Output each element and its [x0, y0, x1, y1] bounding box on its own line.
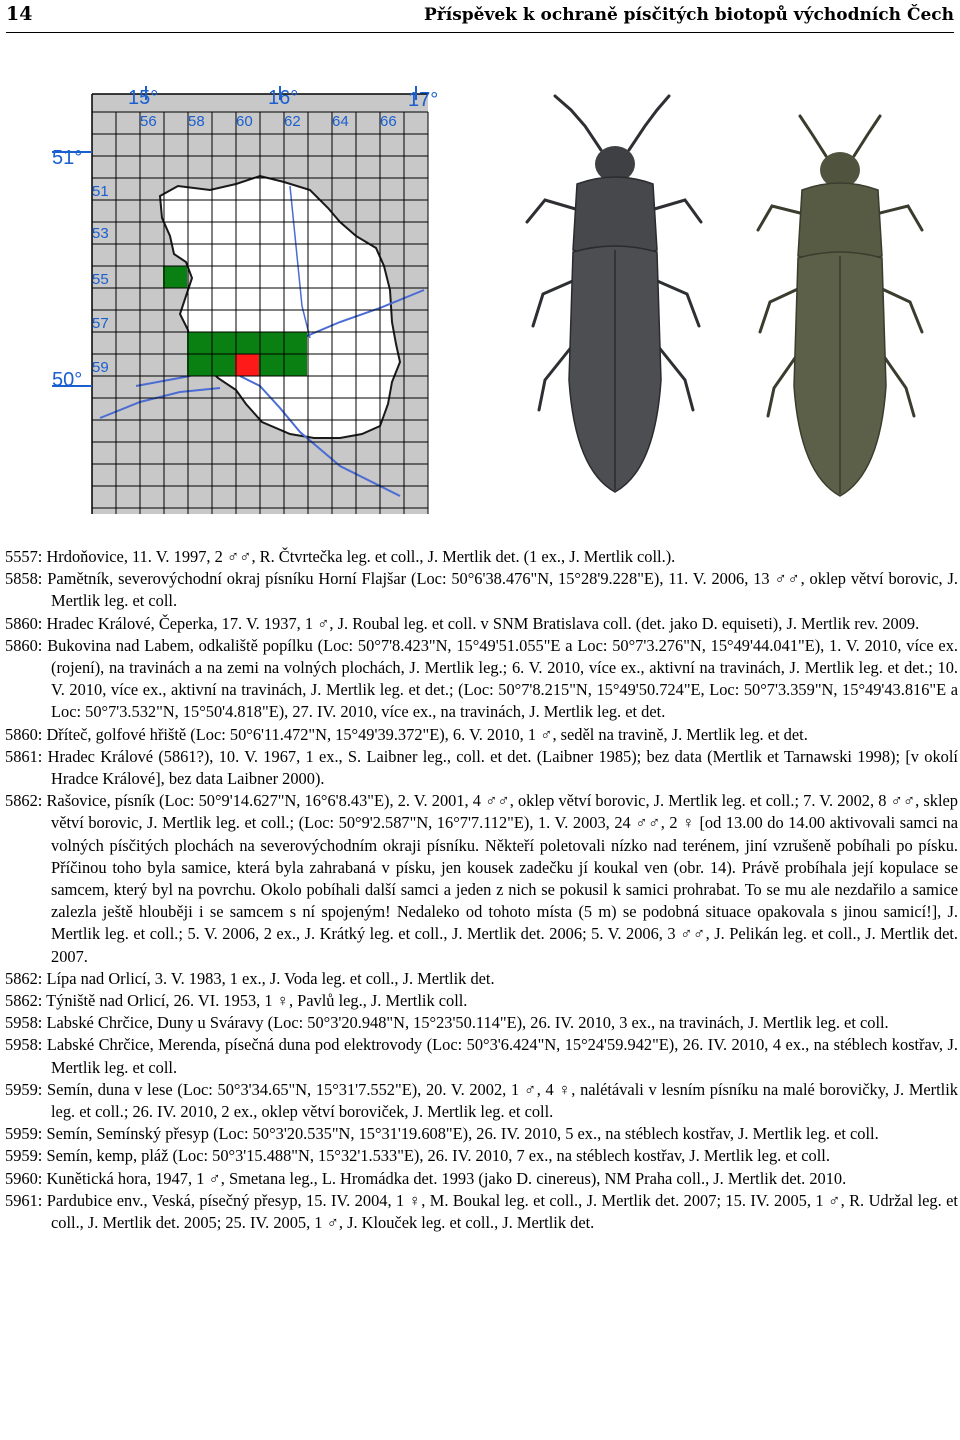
record-code: 5557: — [5, 547, 43, 566]
running-title: Příspěvek k ochraně písčitých biotopů východních Čech — [424, 5, 954, 25]
record-code: 5862: — [5, 991, 43, 1011]
record-code: 5858: — [5, 569, 43, 589]
record-text: Semín, kemp, pláž (Loc: 50°3'15.488"N, 15°32'1.533"E), 26. IV. 2010, 7 ex., na stéblech kostřav, J. Mertlik leg. et coll. — [46, 1146, 830, 1166]
col-label: 56 — [140, 113, 157, 130]
col-label: 66 — [380, 113, 397, 130]
record-item — [5, 1190, 958, 1234]
record-item — [5, 1034, 958, 1078]
record-item — [5, 724, 958, 746]
record-text: Hrdoňovice, 11. V. 1997, 2 ♂♂, R. Čtvrtečka leg. et coll., J. Mertlik det. (1 ex., J. Mertlik coll.). — [46, 547, 676, 566]
distribution-map — [40, 86, 460, 522]
record-text: Pardubice env., Veská, písečný přesyp, 15. IV. 2004, 1 ♀, M. Boukal leg. et coll., J. Mertlik det. 2007; 15. IV. 2005, 1 ♂, R. Udržal leg. et coll., J. Mertlik det. 2005; 25. IV. 2005, 1 ♂, J. Klouček leg. et coll., J. Mertlik det. — [46, 1190, 958, 1233]
record-code: 5959: — [5, 1124, 43, 1144]
record-code: 5961: — [5, 1190, 43, 1210]
map-square-present — [187, 354, 235, 376]
record-item — [5, 990, 958, 1012]
col-label: 58 — [188, 113, 205, 130]
record-text: Rašovice, písník (Loc: 50°9'14.627"N, 16°6'8.43"E), 2. V. 2001, 4 ♂♂, oklep větví borovic, J. Mertlik leg. et coll.; 7. V. 2002, 8 ♂♂, sklep větví borovic, J. Mertlik leg. et coll.; (Loc: 50°9'2.587"N, 16°7'7.112"E), 1. V. 2003, 24 ♂♂, 2 ♀ [od 13.00 do 14.00 aktivovali samci na volných písčitých plochách na severovýchodním okraji písníku. Někteří poletovali nízko nad terénem, jiní vzrušeně pobíhali po písku. Příčinou toho byla samice, která byla zahrabaná v písku, jen kousek zadečku jí koukal ven (obr. 14). Právě probíhala její kopulace se samcem, který byl na povrchu. Okolo pobíhali další samci a jeden z nich se pokusil k samici prohrabat. To se mu ale nezdařilo a samice zalezla ještě hlouběji i se samcem s ní spojeným! Nedaleko od tohoto místa (5 m) se podobná situace opakovala s jinou samicí!], J. Mertlik leg. et coll.; 5. V. 2006, 2 ex., J. Krátký leg. et coll., J. Mertlik det. 2006; 5. V. 2006, 3 ♂♂, J. Pelikán leg. et coll., J. Mertlik det. 2007. — [46, 791, 958, 966]
records-list — [5, 546, 958, 1234]
lat-label: 50° — [52, 369, 83, 391]
record-text: Semín, Semínský přesyp (Loc: 50°3'20.535"N, 15°31'19.608"E), 26. IV. 2010, 5 ex., na stéblech kostřav, J. Mertlik leg. et coll. — [46, 1124, 879, 1144]
record-code: 5958: — [5, 1013, 43, 1033]
record-item — [5, 546, 958, 568]
page-header — [6, 0, 954, 33]
map-square-present — [235, 332, 307, 354]
row-label: 59 — [92, 359, 109, 376]
record-item — [5, 1079, 958, 1123]
record-item — [5, 1123, 958, 1145]
record-text: Týniště nad Orlicí, 26. VI. 1953, 1 ♀, Pavlů leg., J. Mertlik coll. — [46, 991, 468, 1011]
record-item — [5, 1145, 958, 1167]
beetle-dark-icon — [505, 80, 725, 520]
record-code: 5958: — [5, 1035, 43, 1055]
map-square-present — [163, 266, 187, 288]
lon-label: 15° — [128, 87, 159, 109]
record-code: 5860: — [5, 613, 43, 633]
col-label: 62 — [284, 113, 301, 130]
record-item — [5, 635, 958, 724]
row-label: 51 — [92, 183, 109, 200]
map-square-present — [187, 332, 235, 354]
row-label: 57 — [92, 315, 109, 332]
record-item — [5, 968, 958, 990]
col-label: 60 — [236, 113, 253, 130]
record-text: Dříteč, golfové hřiště (Loc: 50°6'11.472"N, 15°49'39.372"E), 6. V. 2010, 1 ♂, seděl na travině, J. Mertlik leg. et det. — [46, 724, 808, 744]
map-square-highlight — [235, 354, 259, 376]
record-text: Lípa nad Orlicí, 3. V. 1983, 1 ex., J. Voda leg. et coll., J. Mertlik det. — [46, 968, 495, 988]
lon-label: 16° — [268, 87, 299, 109]
record-code: 5860: — [5, 635, 43, 655]
record-text: Pamětník, severovýchodní okraj písníku Horní Flajšar (Loc: 50°6'38.476"N, 15°28'9.228"E), 11. V. 2006, 13 ♂♂, oklep větví borovic, J. Mertlik leg. et coll. — [47, 569, 958, 611]
record-item — [5, 746, 958, 790]
record-code: 5959: — [5, 1146, 43, 1166]
record-item — [5, 1168, 958, 1190]
record-code: 5960: — [5, 1168, 43, 1188]
lat-label: 51° — [52, 147, 83, 169]
record-text: Hradec Králové, Čeperka, 17. V. 1937, 1 ♂, J. Roubal leg. et coll. v SNM Bratislava coll. (det. jako D. equiseti), J. Mertlik rev. 2009. — [46, 613, 920, 633]
record-text: Kunětická hora, 1947, 1 ♂, Smetana leg., L. Hromádka det. 1993 (jako D. cinereus), NM Praha coll., J. Mertlik det. 2010. — [46, 1168, 847, 1188]
record-code: 5959: — [5, 1079, 43, 1099]
record-code: 5862: — [5, 791, 43, 811]
record-item — [5, 790, 958, 968]
record-item — [5, 613, 958, 635]
row-label: 53 — [92, 225, 109, 242]
page-number: 14 — [6, 3, 33, 25]
record-code: 5860: — [5, 724, 43, 744]
record-text: Hradec Králové (5861?), 10. V. 1967, 1 ex., S. Laibner leg., coll. et det. (Laibner 1985); bez data (Mertlik et Tarnawski 1998); [v okolí Hradce Králové], bez data Laibner 2000). — [47, 746, 958, 789]
record-text: Semín, duna v lese (Loc: 50°3'34.65"N, 15°31'7.552"E), 20. V. 2002, 1 ♂, 4 ♀, nalétávali v lesním písníku na malé borovičky, J. Mertlik leg. et coll.; 26. IV. 2010, 2 ex., oklep větví boroviček, J. Mertlik leg. et coll. — [47, 1079, 958, 1122]
map-square-present — [259, 354, 307, 376]
beetle-olive-icon — [730, 82, 950, 522]
record-text: Bukovina nad Labem, odkaliště popílku (Loc: 50°7'8.423"N, 15°49'51.055"E a Loc: 50°7'3.276"N, 15°49'44.041"E), 1. V. 2010, více ex. (rojení), na travinách a na zemi na volných plochách, J. Mertlik leg.; 6. V. 2010, více ex., aktivní na travinách, J. Mertlik leg. et det.; 10. V. 2010, více ex., aktivní na travinách, J. Mertlik leg. et det.; (Loc: 50°7'8.215"N, 15°49'50.724"E, Loc: 50°7'3.359"N, 15°49'43.816"E a Loc: 50°7'3.532"N, 15°50'4.818"E), 27. IV. 2010, více ex., na travinách, J. Mertlik leg. et det. — [47, 635, 958, 722]
record-item — [5, 568, 958, 612]
record-text: Labské Chrčice, Merenda, písečná duna pod elektrovody (Loc: 50°3'6.424"N, 15°24'59.942"E), 26. IV. 2010, 4 ex., na stéblech kostřav, J. Mertlik leg. et coll. — [46, 1035, 958, 1077]
record-item — [5, 1012, 958, 1034]
record-code: 5862: — [5, 968, 43, 988]
lon-label: 17° — [408, 89, 439, 111]
row-label: 55 — [92, 271, 109, 288]
col-label: 64 — [332, 113, 349, 130]
record-text: Labské Chrčice, Duny u Sváravy (Loc: 50°3'20.948"N, 15°23'50.114"E), 26. IV. 2010, 3 ex., na travinách, J. Mertlik leg. et coll. — [46, 1013, 889, 1033]
record-code: 5861: — [5, 746, 43, 766]
